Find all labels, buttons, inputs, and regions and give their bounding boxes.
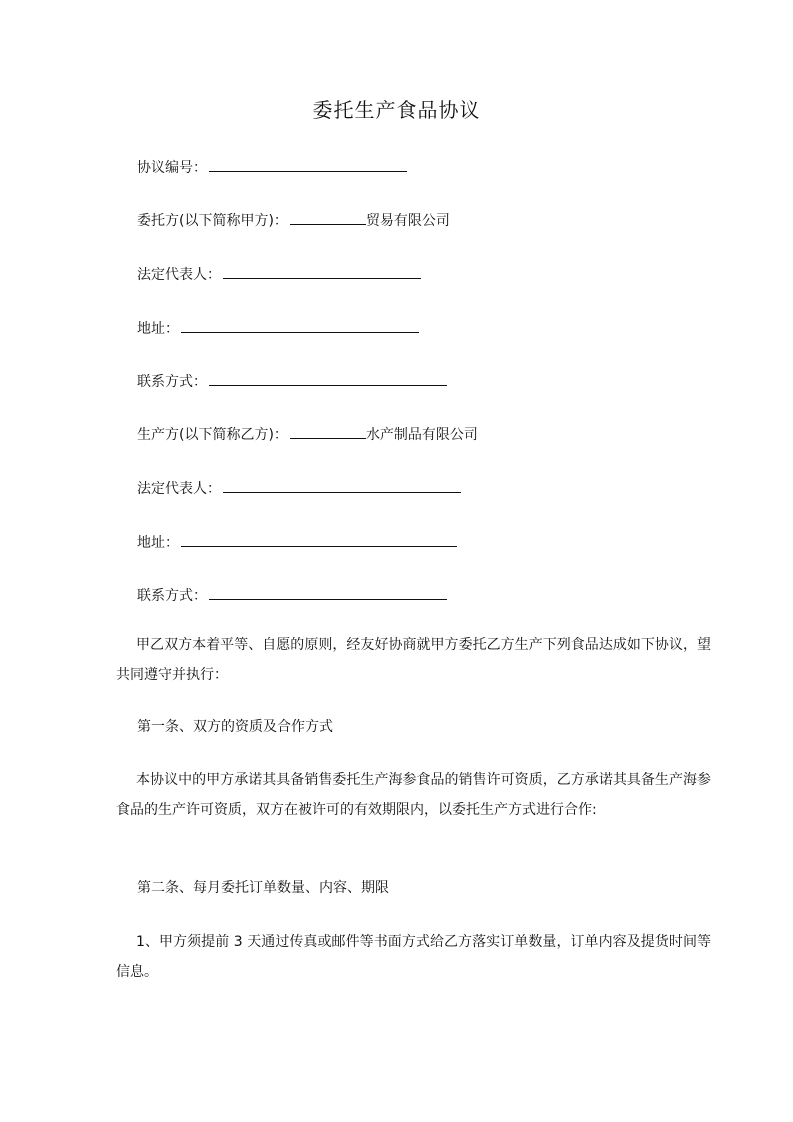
field-label: 生产方(以下简称乙方)： — [137, 427, 288, 443]
field-suffix: 水产制品有限公司 — [365, 427, 478, 443]
blank-line — [181, 532, 457, 547]
blank-line — [223, 264, 421, 279]
field-suffix: 贸易有限公司 — [365, 213, 450, 229]
agreement-number-field — [137, 157, 407, 179]
blank-line — [209, 157, 407, 172]
blank-line — [290, 210, 366, 225]
article-2-heading: 第二条、每月委托订单数量、内容、期限 — [137, 880, 389, 896]
party-a-contact-field — [137, 371, 447, 393]
party-b-contact-field — [137, 585, 447, 607]
party-a-address-field — [137, 318, 419, 340]
party-a-representative-field — [137, 264, 421, 286]
party-b-field — [137, 424, 478, 446]
field-label: 委托方(以下简称甲方)： — [137, 213, 288, 229]
blank-line — [181, 318, 419, 333]
intro-paragraph: 甲乙双方本着平等、自愿的原则，经友好协商就甲方委托乙方生产下列食品达成如下协议，望共同遵守并执行： — [116, 637, 711, 683]
blank-line — [209, 585, 447, 600]
field-label: 协议编号： — [137, 160, 207, 176]
party-b-representative-field — [137, 478, 461, 500]
blank-line — [290, 424, 366, 439]
article-1-paragraph: 本协议中的甲方承诺其具备销售委托生产海参食品的销售许可资质，乙方承诺其具备生产海参食品的生产许可资质，双方在被许可的有效期限内，以委托生产方式进行合作: — [116, 772, 711, 818]
party-a-field — [137, 210, 450, 232]
field-label: 地址： — [137, 535, 179, 551]
party-b-address-field — [137, 532, 457, 554]
blank-line — [223, 478, 461, 493]
field-label: 法定代表人： — [137, 267, 221, 283]
blank-line — [209, 371, 447, 386]
document-title: 委托生产食品协议 — [312, 98, 481, 122]
field-label: 地址： — [137, 321, 179, 337]
field-label: 联系方式： — [137, 588, 207, 604]
field-label: 法定代表人： — [137, 481, 221, 497]
article-1-heading: 第一条、双方的资质及合作方式 — [137, 719, 333, 735]
article-2-item-1: 1、甲方须提前 3 天通过传真或邮件等书面方式给乙方落实订单数量，订单内容及提货时间等信息。 — [116, 934, 711, 980]
field-label: 联系方式： — [137, 374, 207, 390]
